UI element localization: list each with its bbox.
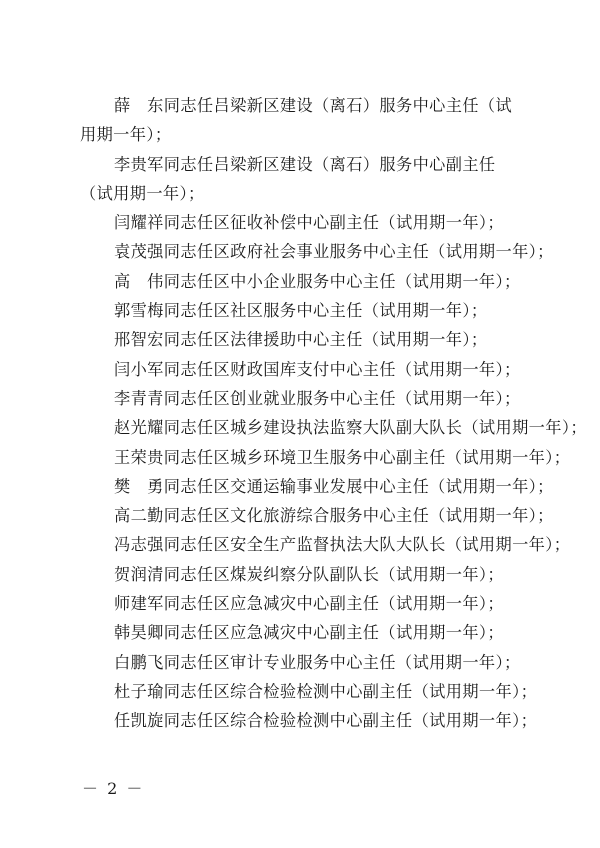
appointment-paragraph: 贺润清同志任区煤炭纠察分队副队长（试用期一年）；: [114, 564, 504, 584]
appointment-paragraph: 高 伟同志任区中小企业服务中心主任（试用期一年）；: [114, 271, 521, 291]
appointment-paragraph: 师建军同志任区应急减灾中心副主任（试用期一年）；: [114, 594, 504, 614]
appointment-paragraph: 杜子瑜同志任区综合检验检测中心副主任（试用期一年）；: [114, 681, 538, 701]
appointment-paragraph: 薛 东同志任吕梁新区建设（离石）服务中心主任（试用期一年）；: [80, 96, 513, 145]
appointment-paragraph: 樊 勇同志任区交通运输事业发展中心主任（试用期一年）；: [114, 476, 554, 496]
appointment-list: [80, 91, 587, 736]
appointment-paragraph: 王荣贵同志任区城乡环境卫生服务中心副主任（试用期一年）；: [114, 447, 571, 467]
appointment-paragraph: 袁茂强同志任区政府社会事业服务中心主任（试用期一年）；: [114, 242, 554, 262]
appointment-paragraph: 李青青同志任区创业就业服务中心主任（试用期一年）；: [114, 388, 521, 408]
appointment-paragraph: 闫耀祥同志任区征收补偿中心副主任（试用期一年）；: [114, 213, 504, 233]
appointment-paragraph: 高二勤同志任区文化旅游综合服务中心主任（试用期一年）；: [114, 506, 554, 526]
appointment-paragraph: 白鹏飞同志任区审计专业服务中心主任（试用期一年）；: [114, 652, 521, 672]
page-number: － 2 －: [82, 779, 145, 798]
appointment-paragraph: 赵光耀同志任区城乡建设执法监察大队副大队长（试用期一年）；: [114, 418, 587, 438]
appointment-paragraph: 闫小军同志任区财政国库支付中心主任（试用期一年）；: [114, 359, 521, 379]
appointment-paragraph: 任凯旋同志任区综合检验检测中心副主任（试用期一年）；: [114, 711, 538, 731]
appointment-paragraph: 邢智宏同志任区法律援助中心主任（试用期一年）；: [114, 330, 488, 350]
appointment-paragraph: 冯志强同志任区安全生产监督执法大队大队长（试用期一年）；: [114, 535, 571, 555]
appointment-paragraph: 李贵军同志任吕梁新区建设（离石）服务中心副主任（试用期一年）；: [80, 154, 496, 203]
appointment-paragraph: 郭雪梅同志任区社区服务中心主任（试用期一年）；: [114, 301, 488, 321]
appointment-paragraph: 韩昊卿同志任区应急减灾中心副主任（试用期一年）；: [114, 623, 504, 643]
